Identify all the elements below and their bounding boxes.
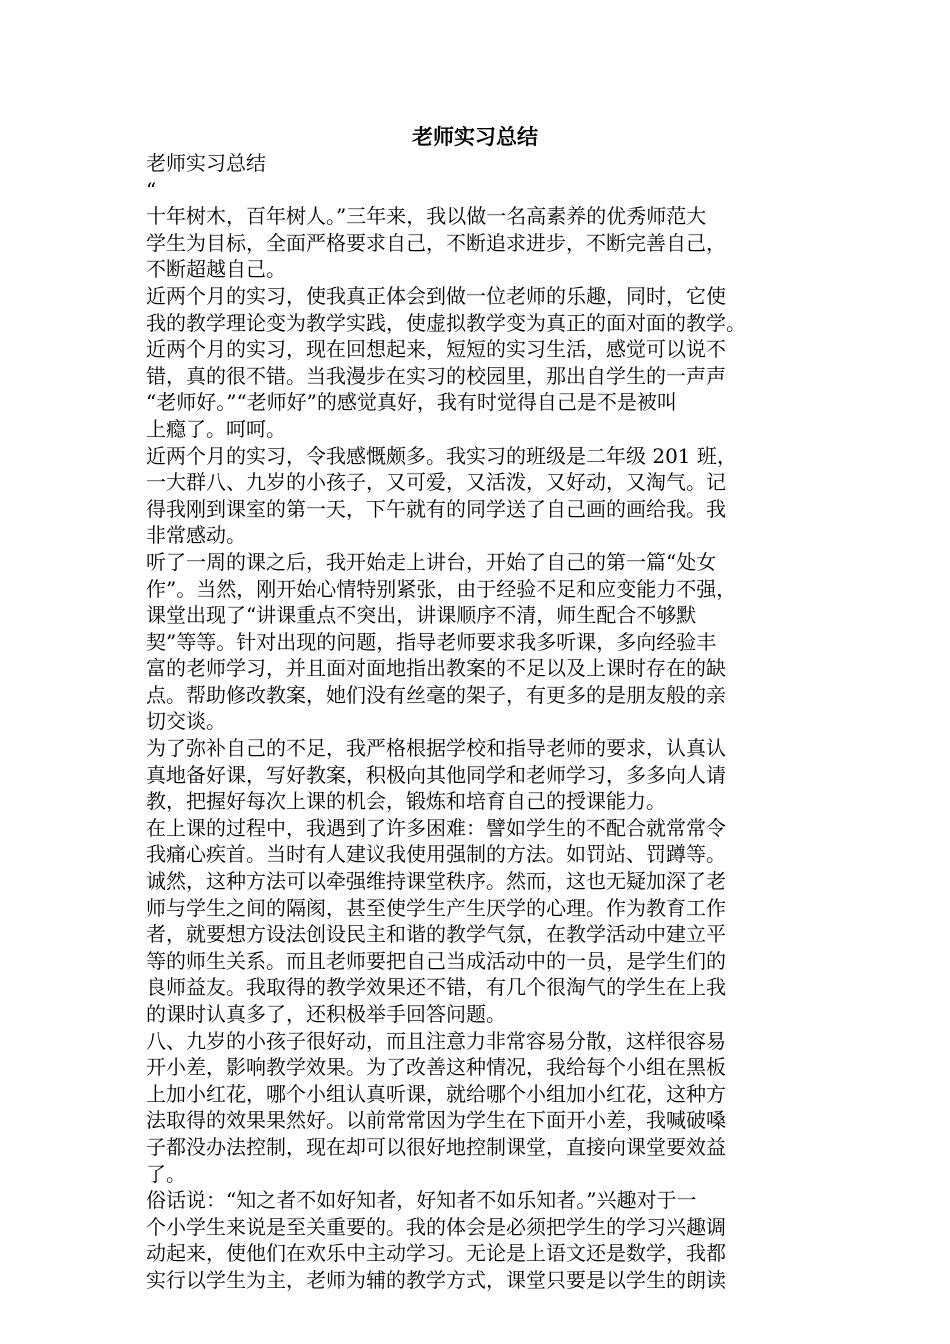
body-line: 近两个月的实习，现在回想起来，短短的实习生活，感觉可以说不 [146,337,726,362]
body-line: 教，把握好每次上课的机会，锻炼和培育自己的授课能力。 [146,789,666,814]
body-line: 非常感动。 [146,523,246,548]
body-line: “ [146,177,157,202]
body-line: 实行以学生为主，老师为辅的教学方式，课堂只要是以学生的朗读 [146,1267,726,1292]
body-line: 子都没办法控制，现在却可以很好地控制课堂，直接向课堂要效益 [146,1134,726,1159]
document-body [146,150,808,1294]
body-line: 为了弥补自己的不足，我严格根据学校和指导老师的要求，认真认 [146,736,726,761]
document-title: 老师实习总结 [412,124,538,149]
body-line: 契”等等。针对出现的问题，指导老师要求我多听课，多向经验丰 [146,629,717,654]
body-line: 俗话说：“知之者不如好知者，好知者不如乐知者。”兴趣对于一 [146,1188,697,1213]
body-line: 我痛心疾首。当时有人建议我使用强制的方法。如罚站、罚蹲等。 [146,842,726,867]
body-line: 八、九岁的小孩子很好动，而且注意力非常容易分散，这样很容易 [146,1028,726,1053]
body-line: 在上课的过程中，我遇到了许多困难：譬如学生的不配合就常常令 [146,815,726,840]
body-line: 一大群八、九岁的小孩子，又可爱，又活泼，又好动，又淘气。记 [146,470,726,495]
body-line: 学生为目标，全面严格要求自己，不断追求进步，不断完善自己， [146,230,726,255]
body-line: 良师益友。我取得的教学效果还不错，有几个很淘气的学生在上我 [146,975,726,1000]
body-line: 不断超越自己。 [146,257,286,282]
body-line: 开小差，影响教学效果。为了改善这种情况，我给每个小组在黑板 [146,1055,726,1080]
body-line: 者，就要想方设法创设民主和谐的教学气氛，在教学活动中建立平 [146,922,726,947]
body-line: 作”。当然，刚开始心情特别紧张，由于经验不足和应变能力不强， [146,576,737,601]
body-line: 错，真的很不错。当我漫步在实习的校园里，那出自学生的一声声 [146,363,726,388]
body-line: 近两个月的实习，使我真正体会到做一位老师的乐趣，同时，它使 [146,283,726,308]
body-line: 了。 [146,1161,186,1186]
body-line: 法取得的效果果然好。以前常常因为学生在下面开小差，我喊破嗓 [146,1108,726,1133]
body-line: 老师实习总结 [146,151,266,175]
body-line: 诚然，这种方法可以牵强维持课堂秩序。然而，这也无疑加深了老 [146,869,726,894]
body-line: 真地备好课，写好教案，积极向其他同学和老师学习，多多向人请 [146,762,726,787]
body-line: 近两个月的实习，令我感慨颇多。我实习的班级是二年级 201 班， [146,443,737,468]
body-line: 富的老师学习，并且面对面地指出教案的不足以及上课时存在的缺 [146,656,726,681]
body-line: 个小学生来说是至关重要的。我的体会是必须把学生的学习兴趣调 [146,1214,726,1239]
body-line: 课堂出现了“讲课重点不突出，讲课顺序不清，师生配合不够默 [146,603,697,628]
body-line: 的课时认真多了，还积极举手回答问题。 [146,1002,506,1026]
body-line: 上加小红花，哪个小组认真听课，就给哪个小组加小红花，这种方 [146,1081,726,1106]
body-line: 点。帮助修改教案，她们没有丝毫的架子，有更多的是朋友般的亲 [146,682,726,707]
body-line: 动起来，使他们在欢乐中主动学习。无论是上语文还是数学，我都 [146,1241,726,1266]
body-line: 十年树木，百年树人。”三年来，我以做一名高素养的优秀师范大 [146,204,707,229]
body-line: 师与学生之间的隔阂，甚至使学生产生厌学的心理。作为教育工作 [146,895,726,920]
body-line: 得我刚到课室的第一天，下午就有的同学送了自己画的画给我。我 [146,496,726,521]
body-line: “老师好。”“老师好”的感觉真好，我有时觉得自己是不是被叫 [146,390,677,415]
body-line: 听了一周的课之后，我开始走上讲台，开始了自己的第一篇“处女 [146,549,717,574]
body-line: 切交谈。 [146,709,226,734]
body-line: 上瘾了。呵呵。 [146,416,286,441]
body-line: 等的师生关系。而且老师要把自己当成活动中的一员，是学生们的 [146,948,726,973]
body-line: 我的教学理论变为教学实践，使虚拟教学变为真正的面对面的教学。 [146,310,746,335]
